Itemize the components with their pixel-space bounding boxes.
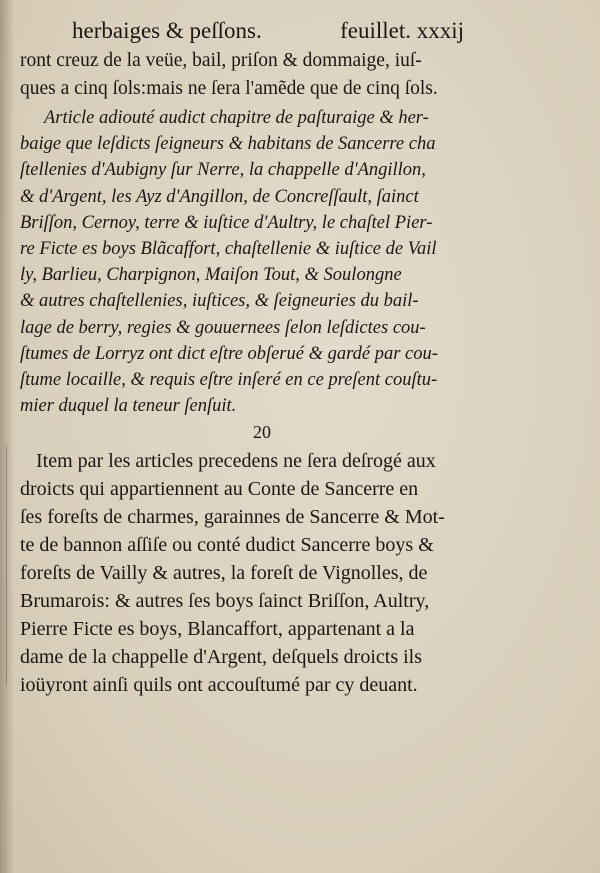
folio-number: feuillet. xxxij xyxy=(340,18,464,43)
margin-rule xyxy=(6,445,7,685)
page-edge-shadow xyxy=(0,0,14,873)
article-line: Article adiouté audict chapitre de paſturaige & her- xyxy=(44,108,429,128)
article-line: baige que leſdicts ſeigneurs & habitans de Sancerre cha xyxy=(20,134,436,155)
article-line: ſtumes de Lorryz ont dict eſtre obſerué & gardé par cou- xyxy=(20,343,438,364)
item-line: ioüyront ainſi quils ont accouſtumé par cy deuant. xyxy=(20,674,418,696)
article-line: lage de berry, regies & gouuernees ſelon leſdictes cou- xyxy=(20,317,426,338)
article-line: & d'Argent, les Ayz d'Angillon, de Concreſſault, ſainct xyxy=(20,186,419,207)
item-line: te de bannon aſſiſe ou conté dudict Sancerre boys & xyxy=(20,534,434,556)
item-line: Brumarois: & autres ſes boys ſainct Briſſon, Aultry, xyxy=(20,590,430,612)
item-line: droicts qui appartiennent au Conte de Sancerre en xyxy=(20,478,419,500)
text-line: ront creuz de la veüe, bail, priſon & dommaige, iuſ- xyxy=(20,50,422,71)
running-title: herbaiges & peſſons. xyxy=(72,18,262,43)
article-line: mier duquel la teneur ſenſuit. xyxy=(20,396,237,417)
article-line: Briſſon, Cernoy, terre & iuſtice d'Aultry, le chaſtel Pier- xyxy=(20,212,433,233)
item-line: Item par les articles precedens ne ſera deſrogé aux xyxy=(36,450,436,472)
article-line: & autres chaſtellenies, iuſtices, & ſeigneuries du bail- xyxy=(20,291,419,312)
item-line: dame de la chappelle d'Argent, deſquels droicts ils xyxy=(20,646,423,668)
article-line: ſtume locaille, & requis eſtre inſeré en ce preſent couſtu- xyxy=(20,370,438,390)
article-line: re Ficte es boys Blãcaffort, chaſtellenie & iuſtice de Vail xyxy=(20,239,437,259)
item-line: foreſts de Vailly & autres, la foreſt de Vignolles, de xyxy=(20,562,428,584)
running-header xyxy=(72,14,464,48)
item-line: Pierre Ficte es boys, Blancaffort, appartenant a la xyxy=(20,618,415,640)
item-line: ſes foreſts de charmes, garainnes de Sancerre & Mot- xyxy=(20,506,445,528)
article-line: ly, Barlieu, Charpignon, Maiſon Tout, & Soulongne xyxy=(20,265,402,286)
text-line: ques a cinq ſols:mais ne ſera l'amẽde que de cinq ſols. xyxy=(20,78,438,99)
section-number: 20 xyxy=(253,422,271,442)
article-line: ſtellenies d'Aubigny ſur Nerre, la chappelle d'Angillon, xyxy=(20,160,426,181)
